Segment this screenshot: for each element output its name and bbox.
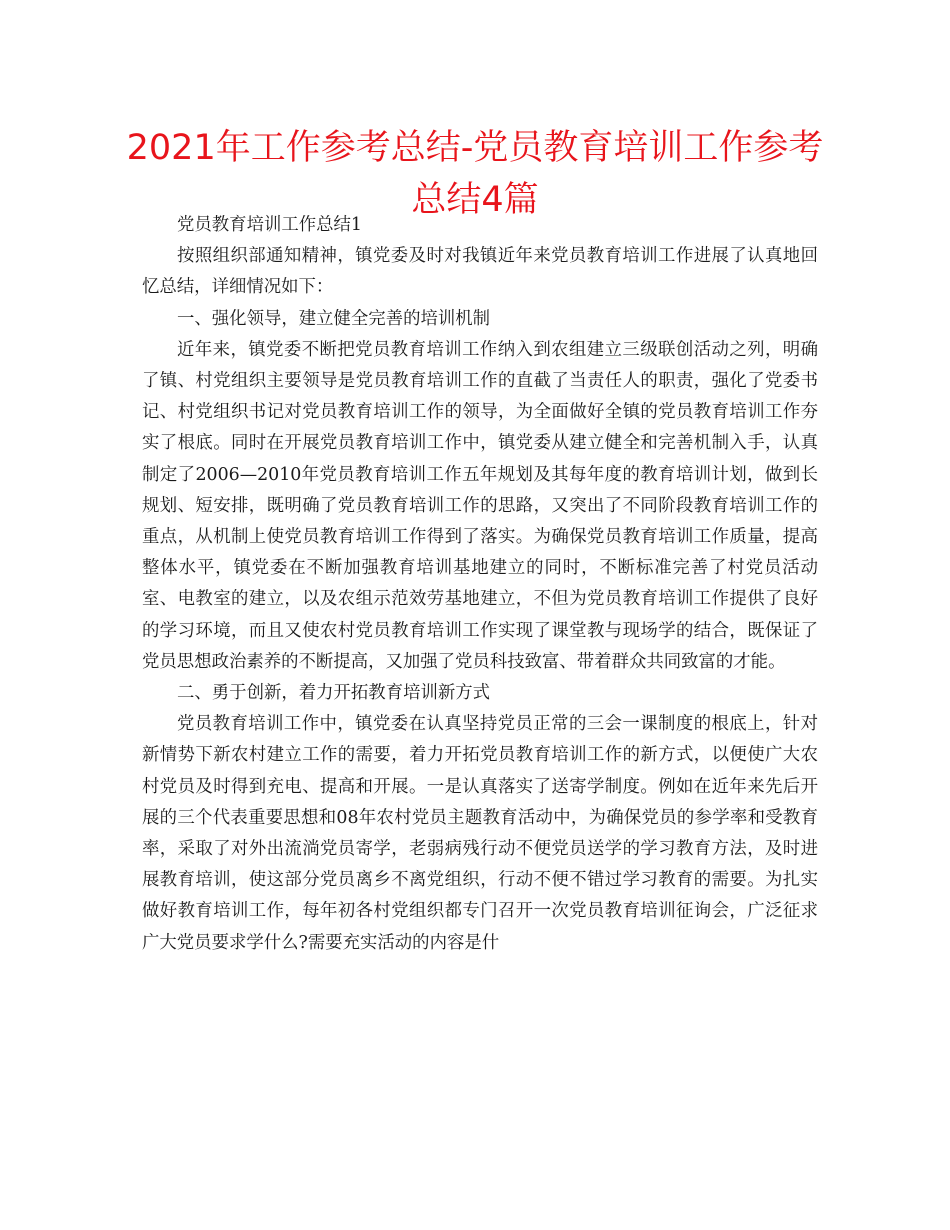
document-body	[142, 210, 818, 959]
paragraph: 按照组织部通知精神，镇党委及时对我镇近年来党员教育培训工作进展了认真地回忆总结，详细情况如下：	[142, 246, 818, 298]
paragraph: 近年来，镇党委不断把党员教育培训工作纳入到农组建立三级联创活动之列，明确了镇、村党组织主要领导是党员教育培训工作的直截了当责任人的职责，强化了党委书记、村党组织书记对党员教育培训工作的领导，为全面做好全镇的党员教育培训工作夯实了根底。同时在开展党员教育培训工作中，镇党委从建立健全和完善机制入手，认真制定了2006—2010年党员教育培训工作五年规划及其每年度的教育培训计划，做到长规划、短安排，既明确了党员教育培训工作的思路，又突出了不同阶段教育培训工作的重点，从机制上使党员教育培训工作得到了落实。为确保党员教育培训工作质量，提高整体水平，镇党委在不断加强教育培训基地建立的同时，不断标准完善了村党员活动室、电教室的建立，以及农组示范效劳基地建立，不但为党员教育培训工作提供了良好的学习环境，而且又使农村党员教育培训工作实现了课堂教与现场学的结合，既保证了党员思想政治素养的不断提高，又加强了党员科技致富、带着群众共同致富的才能。	[142, 339, 818, 672]
section-heading: 二、勇于创新，着力开拓教育培训新方式	[177, 683, 491, 704]
document-title: 2021年工作参考总结-党员教育培训工作参考总结4篇	[126, 128, 824, 220]
paragraph-heading: 党员教育培训工作总结1	[177, 215, 362, 235]
paragraph: 党员教育培训工作中，镇党委在认真坚持党员正常的三会一课制度的根底上，针对新情势下新农村建立工作的需要，着力开拓党员教育培训工作的新方式，以便使广大农村党员及时得到充电、提高和开展。一是认真落实了送寄学制度。例如在近年来先后开展的三个代表重要思想和08年农村党员主题教育活动中，为确保党员的参学率和受教育率，采取了对外出流淌党员寄学，老弱病残行动不便党员送学的学习教育方法，及时进展教育培训，使这部分党员离乡不离党组织，行动不便不错过学习教育的需要。为扎实做好教育培训工作，每年初各村党组织都专门召开一次党员教育培训征询会，广泛征求广大党员要求学什么?需要充实活动的内容是什	[142, 714, 818, 953]
section-heading: 一、强化领导，建立健全完善的培训机制	[177, 308, 491, 329]
